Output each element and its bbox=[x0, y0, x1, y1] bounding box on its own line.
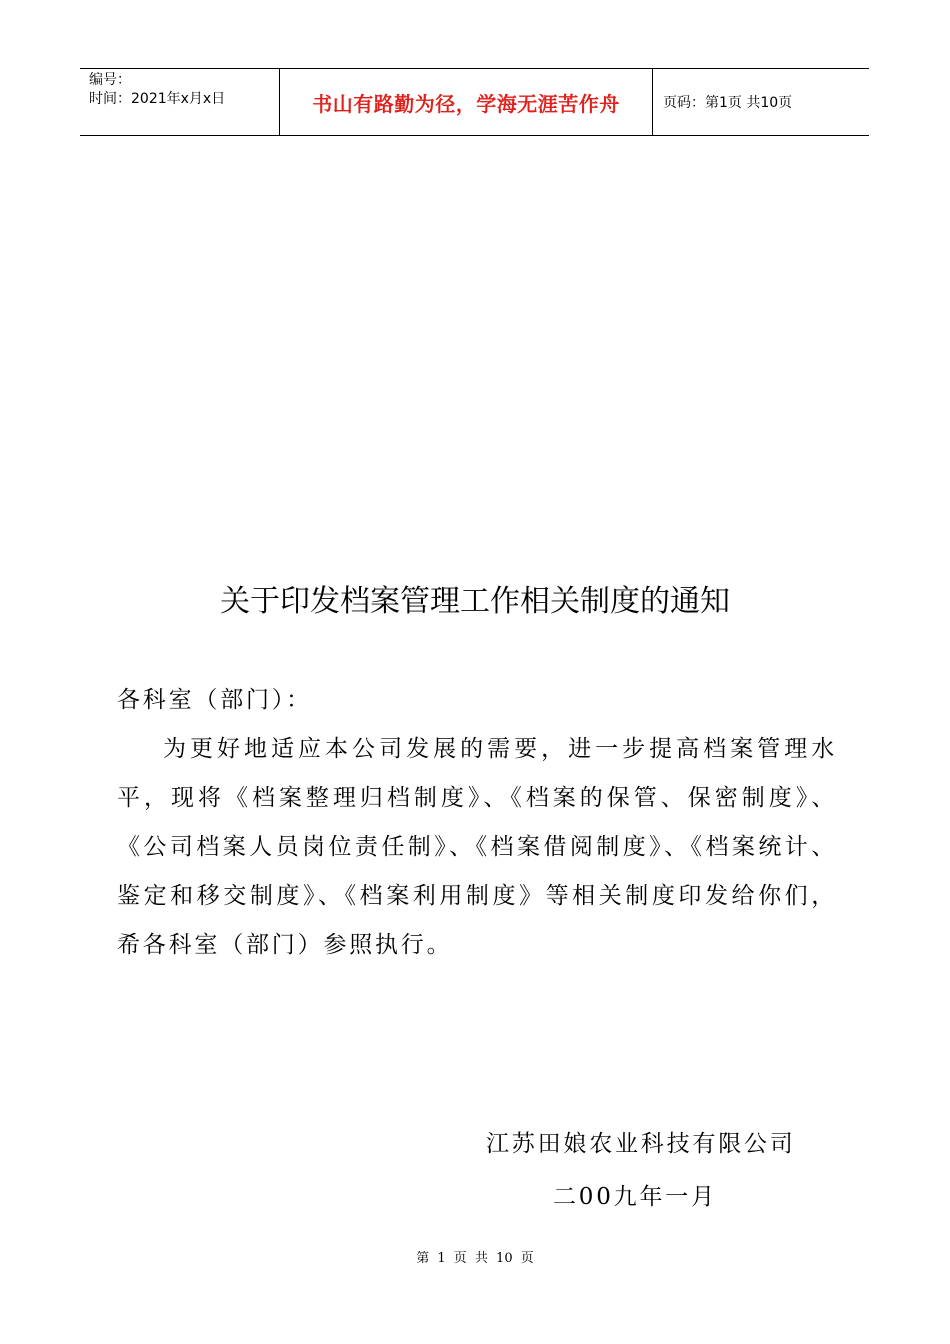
document-body bbox=[117, 676, 837, 970]
header-motto-cell bbox=[280, 69, 653, 135]
signature-date: 二00九年一月 bbox=[553, 1184, 717, 1210]
header-motto: 书山有路勤为径，学海无涯苦作舟 bbox=[312, 91, 620, 116]
page-header bbox=[80, 68, 869, 136]
page-footer: 第 1 页 共 10 页 bbox=[416, 1251, 534, 1266]
salutation: 各科室（部门）： bbox=[117, 687, 312, 713]
document-number-label: 编号： bbox=[89, 72, 131, 88]
header-page-info: 页码：第1页 共10页 bbox=[663, 95, 793, 111]
document-title: 关于印发档案管理工作相关制度的通知 bbox=[220, 584, 730, 619]
header-page-cell bbox=[653, 69, 869, 135]
body-paragraph: 为更好地适应本公司发展的需要，进一步提高档案管理水平，现将《档案整理归档制度》、《档案的保管、保密制度》、《公司档案人员岗位责任制》、《档案借阅制度》、《档案统计、鉴定和移交制度》、《档案利用制度》等相关制度印发给你们，希各科室（部门）参照执行。 bbox=[117, 736, 837, 958]
header-meta-cell bbox=[80, 69, 280, 135]
document-time-label: 时间：2021年x月x日 bbox=[89, 91, 226, 107]
signature-company: 江苏田娘农业科技有限公司 bbox=[486, 1131, 796, 1157]
